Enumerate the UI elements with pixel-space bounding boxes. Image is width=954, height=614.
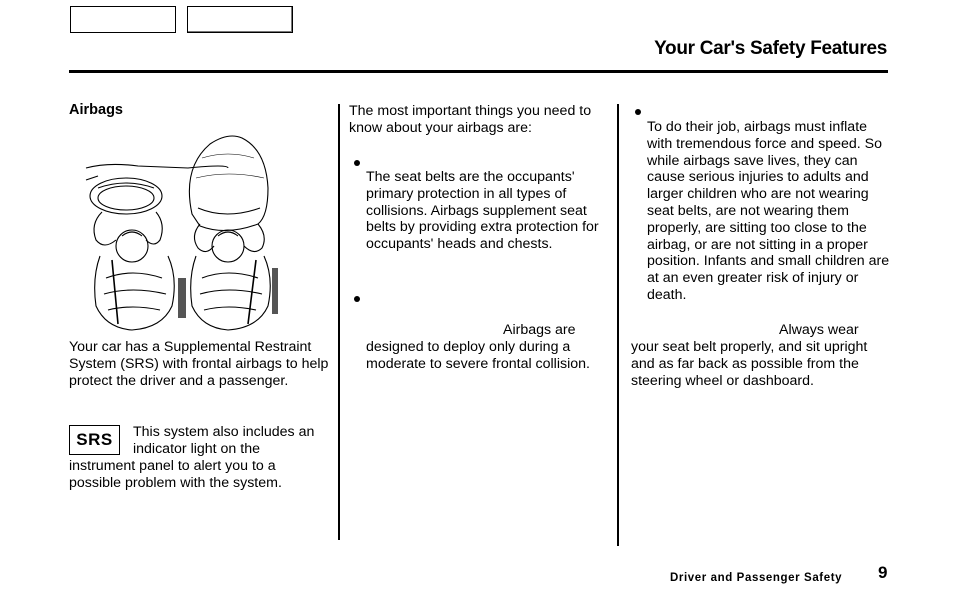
important-things-intro: The most important things you need to know about your airbags are:: [349, 103, 592, 136]
airbag-intro-paragraph: Your car has a Supplemental Restraint System (SRS) with frontal airbags to help protect the driver and a passenger.: [69, 339, 329, 389]
bullet-airbag-force-text: To do their job, airbags must inflate with tremendous force and speed. So while airbags save lives, they can cause serious injuries to adults and larger children who are not wearing seat belts, are not wearing them properly, are sitting too close to the airbag, or are not sitting in a proper position. Infants and small children are at an even greater risk of injury or death.: [647, 119, 890, 303]
bullet-icon: [635, 109, 641, 115]
seat-belt-tip-part1: Always wear: [779, 322, 859, 338]
page-number: 9: [878, 563, 888, 582]
header-divider: [69, 70, 888, 73]
column-divider-1: [338, 104, 340, 540]
bullet-deploy-text-part2: designed to deploy only during a moderate to severe frontal collision.: [366, 339, 590, 372]
previous-page-button[interactable]: [70, 6, 176, 33]
srs-description-part1: This system also includes an indicator light on the: [133, 424, 315, 457]
page-title: Your Car's Safety Features: [654, 38, 887, 59]
next-page-button[interactable]: [187, 6, 293, 33]
bullet-icon: [354, 160, 360, 166]
bullet-icon: [354, 296, 360, 302]
column-divider-2: [617, 104, 619, 546]
bullet-seat-belts-text: The seat belts are the occupants' primary protection in all types of collisions. Airbags supplement seat belts by providing extra protection for occupants' heads and chests.: [366, 169, 599, 253]
srs-indicator-icon: SRS: [69, 425, 120, 455]
seat-belt-tip-part2: your seat belt properly, and sit upright and as far back as possible from the steering wheel or dashboard.: [631, 339, 868, 389]
footer-section-title: Driver and Passenger Safety: [670, 572, 843, 584]
airbag-illustration: [78, 128, 322, 336]
bullet-deploy-text-part1: Airbags are: [503, 322, 576, 338]
section-heading: Airbags: [69, 102, 123, 118]
srs-description-part2: instrument panel to alert you to a possible problem with the system.: [69, 458, 282, 491]
